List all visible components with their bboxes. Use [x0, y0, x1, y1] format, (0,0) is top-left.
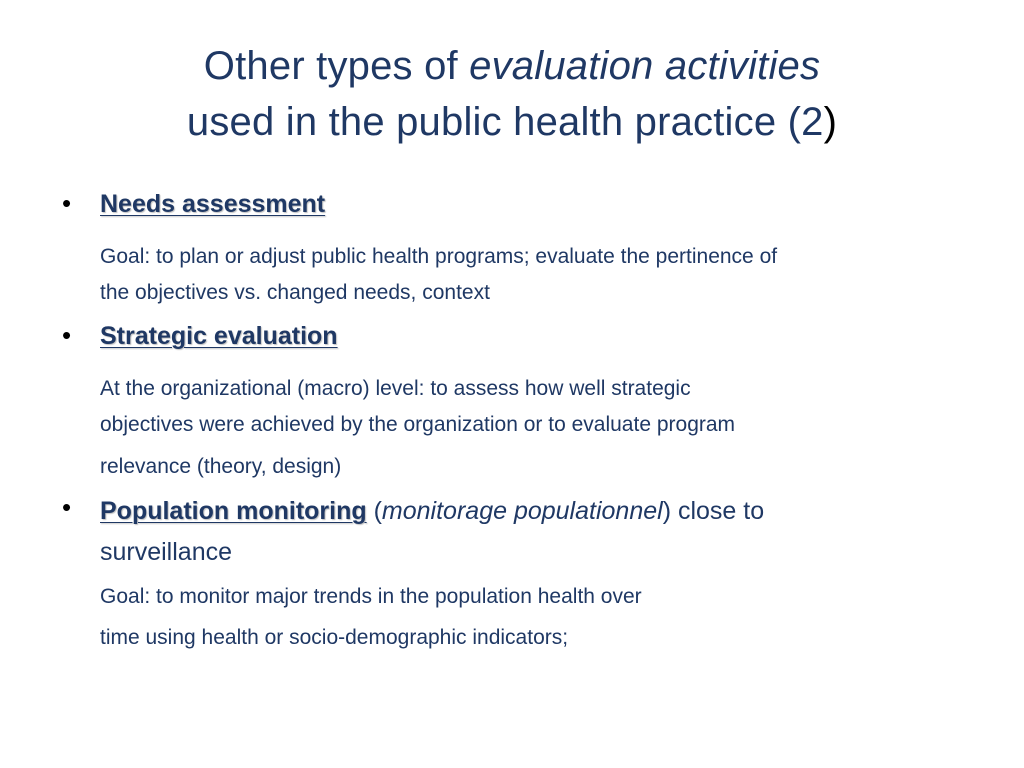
population-monitoring-goal-line-1: Goal: to monitor major trends in the population health over: [100, 585, 642, 608]
population-monitoring-open-paren: (: [366, 497, 382, 525]
population-monitoring-goal-line-2: time using health or socio-demographic indicators;: [100, 626, 569, 649]
title-line-2: [60, 94, 964, 150]
bullet-icon: •: [62, 188, 72, 218]
strategic-evaluation-line-2: objectives were achieved by the organization or to evaluate program: [100, 413, 736, 436]
title-line-2-text: used in the public health practice (2: [186, 100, 824, 144]
population-monitoring-suffix: ) close to: [662, 497, 765, 525]
strategic-evaluation-line-3: relevance (theory, design): [100, 455, 342, 478]
needs-assessment-goal-line-1: Goal: to plan or adjust public health programs; evaluate the pertinence of: [100, 245, 778, 268]
population-monitoring-line: [100, 491, 764, 531]
title-line-1-text: Other types of: [203, 44, 470, 88]
title-closing-paren: ): [823, 100, 838, 144]
population-monitoring-continuation: surveillance: [100, 538, 233, 566]
bullet-icon: •: [62, 320, 72, 350]
population-monitoring-french-term: monitorage populationnel: [381, 497, 663, 525]
slide-title: [60, 38, 964, 150]
population-monitoring-heading: Population monitoring: [100, 497, 367, 525]
bullet-icon: •: [62, 492, 72, 522]
title-italic-text: evaluation activities: [469, 44, 821, 88]
needs-assessment-heading: Needs assessment: [100, 190, 326, 218]
needs-assessment-goal-line-2: the objectives vs. changed needs, context: [100, 281, 490, 304]
strategic-evaluation-line-1: At the organizational (macro) level: to assess how well strategic: [100, 377, 691, 400]
strategic-evaluation-heading: Strategic evaluation: [100, 322, 338, 350]
title-line-1: [60, 38, 964, 94]
